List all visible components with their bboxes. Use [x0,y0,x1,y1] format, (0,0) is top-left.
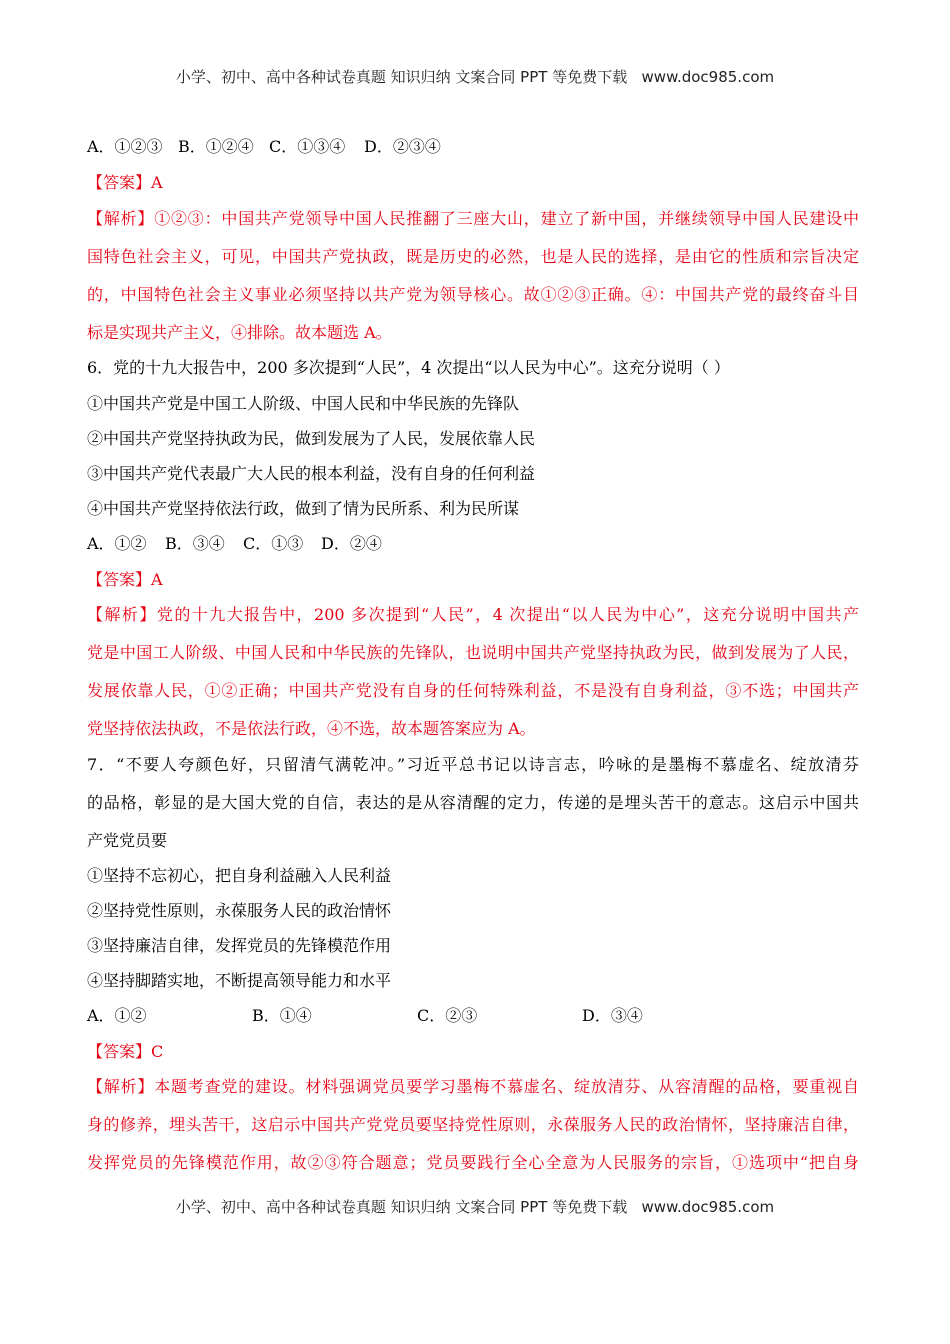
stem-text: 7．“不要人夸颜色好，只留清气满乾冲。”习近平总书记以诗言志，吟咏的是墨梅不慕虚名、绽放清芬 [87,755,859,774]
header-url: www.doc985.com [641,68,775,86]
option-3: D．②④ [321,534,382,553]
page-footer [0,1196,950,1217]
question-stem [87,831,167,851]
option-1: B．①②④ [178,137,254,156]
option-0: A．①② [87,534,147,553]
question-stem [87,358,730,378]
option-3: D．③④ [582,1006,643,1025]
analysis-text: 党的十九大报告中，200 多次提到“人民”，4 次提出“以人民为中心”，这充分说明中国共产 [156,605,859,624]
analysis-line [87,1115,859,1135]
analysis-text: 国特色社会主义，可见，中国共产党执政，既是历史的必然，也是人民的选择，是由它的性质和宗旨决定 [87,247,859,266]
choice-item [87,866,391,886]
analysis-text: 标是实现共产主义，④排除。故本题选 A。 [87,323,392,342]
item-text: ③中国共产党代表最广大人民的根本利益，没有自身的任何利益 [87,464,536,483]
item-text: ③坚持廉洁自律，发挥党员的先锋模范作用 [87,936,392,955]
analysis-line [87,719,536,739]
choice-item [87,936,391,956]
analysis-label: 【解析】 [87,209,155,228]
option-2: C．②③ [417,1006,478,1025]
answer-line [87,1042,163,1062]
analysis-line [87,643,859,663]
choice-item [87,464,535,484]
analysis-line [87,681,859,701]
analysis-label: 【解析】 [87,605,157,624]
stem-text: 产党党员要 [87,831,168,850]
analysis-text: 发展依靠人民，①②正确；中国共产党没有自身的任何特殊利益，不是没有自身利益，③不选；中国共产 [87,681,859,700]
choice-item [87,901,391,921]
choice-item [87,429,535,449]
footer-text: 小学、初中、高中各种试卷真题 知识归纳 文案合同 PPT 等免费下载 [175,1198,628,1216]
analysis-label: 【解析】 [87,1077,155,1096]
item-text: ④中国共产党坚持依法行政，做到了情为民所系、利为民所谋 [87,499,520,518]
item-text: ①中国共产党是中国工人阶级、中国人民和中华民族的先锋队 [87,394,520,413]
option-0: A．①② [87,1006,147,1025]
answer-label: 【答案】 [87,570,152,589]
question-stem [87,793,859,813]
item-text: ②中国共产党坚持执政为民，做到发展为了人民，发展依靠人民 [87,429,536,448]
option-1: B．①④ [252,1006,312,1025]
option-2: C．①③ [243,534,304,553]
options-row [87,534,399,554]
answer-line [87,570,163,590]
answer-label: 【答案】 [87,1042,152,1061]
analysis-line [87,247,859,267]
options-row [87,1006,747,1026]
item-text: ②坚持党性原则，永葆服务人民的政治情怀 [87,901,392,920]
analysis-text: 发挥党员的先锋模范作用，故②③符合题意；党员要践行全心全意为人民服务的宗旨，①选项中“把自身 [87,1153,859,1172]
question-stem [87,755,859,775]
option-3: D．②③④ [364,137,441,156]
footer-url: www.doc985.com [641,1198,775,1216]
analysis-line [87,323,392,343]
option-0: A．①②③ [87,137,163,156]
page-header [0,66,950,87]
analysis-text: 身的修养，埋头苦干，这启示中国共产党党员要坚持党性原则，永葆服务人民的政治情怀，坚持廉洁自律， [87,1115,859,1134]
analysis-text: 本题考查党的建设。材料强调党员要学习墨梅不慕虚名、绽放清芬、从容清醒的品格，要重视自 [154,1077,859,1096]
choice-item [87,394,519,414]
analysis-line [87,1153,859,1173]
options-row [87,137,459,157]
analysis-text: 的，中国特色社会主义事业必须坚持以共产党为领导核心。故①②③正确。④：中国共产党的最终奋斗目 [87,285,859,304]
analysis-text: ①②③：中国共产党领导中国人民推翻了三座大山，建立了新中国，并继续领导中国人民建设中 [154,209,859,228]
choice-item [87,499,519,519]
item-text: ④坚持脚踏实地，不断提高领导能力和水平 [87,971,392,990]
analysis-line [87,209,859,229]
option-2: C．①③④ [269,137,346,156]
choice-item [87,971,391,991]
answer-value: A [151,570,163,589]
item-text: ①坚持不忘初心，把自身利益融入人民利益 [87,866,392,885]
answer-value: C [151,1042,164,1061]
header-text: 小学、初中、高中各种试卷真题 知识归纳 文案合同 PPT 等免费下载 [175,68,628,86]
analysis-text: 党坚持依法执政，不是依法行政，④不选，故本题答案应为 A。 [87,719,536,738]
answer-label: 【答案】 [87,173,152,192]
answer-value: A [151,173,163,192]
analysis-line [87,285,859,305]
stem-text: 6．党的十九大报告中，200 多次提到“人民”，4 次提出“以人民为中心”。这充分说明（ ） [87,358,730,377]
analysis-line [87,1077,859,1097]
stem-text: 的品格，彰显的是大国大党的自信，表达的是从容清醒的定力，传递的是埋头苦干的意志。这启示中国共 [87,793,859,812]
analysis-line [87,605,859,625]
analysis-text: 党是中国工人阶级、中国人民和中华民族的先锋队，也说明中国共产党坚持执政为民，做到发展为了人民， [87,643,859,662]
answer-line [87,173,163,193]
option-1: B．③④ [165,534,225,553]
